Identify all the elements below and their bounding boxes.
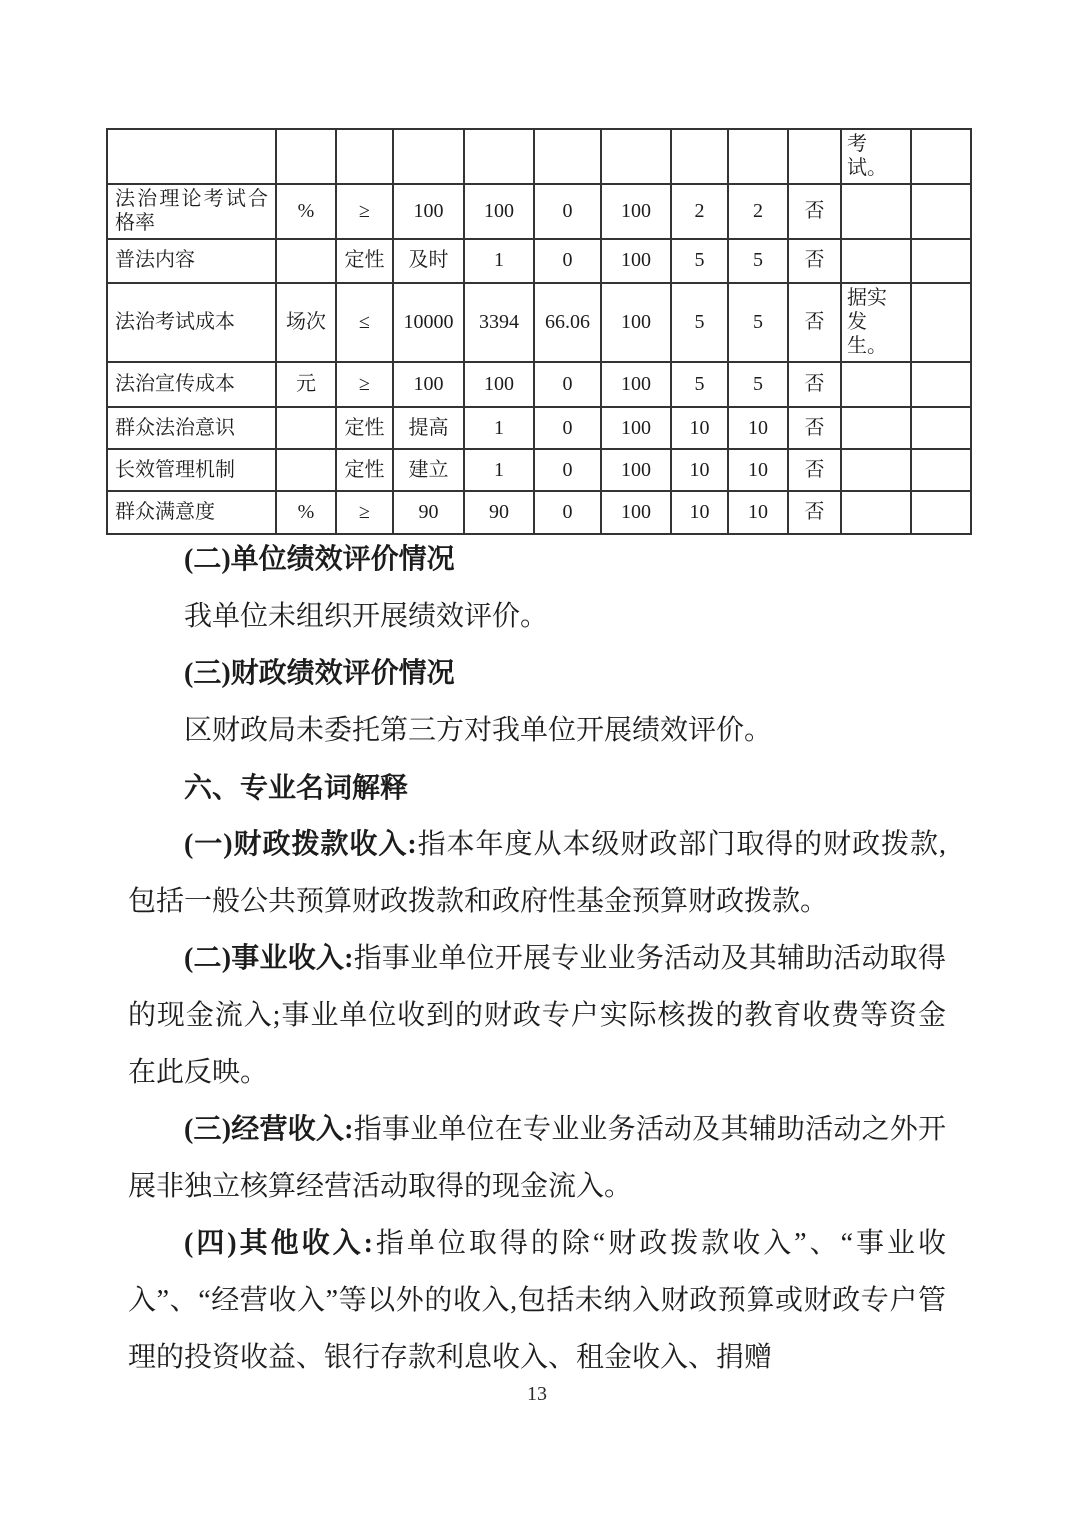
- table-cell: 90: [393, 491, 464, 534]
- note-cell: [841, 407, 911, 449]
- table-cell: 0: [534, 184, 601, 239]
- table-row: [107, 283, 971, 362]
- table-cell: [911, 362, 971, 407]
- table-cell: [464, 129, 534, 184]
- body-paragraph: 区财政局未委托第三方对我单位开展绩效评价。: [184, 715, 773, 746]
- table-row: [107, 129, 971, 184]
- table-row: [107, 362, 971, 407]
- table-cell: 10: [671, 491, 728, 534]
- table-cell: 1: [464, 449, 534, 491]
- table-cell: 5: [728, 283, 788, 362]
- table-cell: 0: [534, 491, 601, 534]
- indicator-name-cell: 长效管理机制: [107, 449, 276, 491]
- table-cell: 100: [601, 184, 671, 239]
- table-cell: 100: [464, 362, 534, 407]
- indicator-name-cell: 法治宣传成本: [107, 362, 276, 407]
- table-cell: 10: [728, 449, 788, 491]
- performance-indicator-table: [106, 128, 972, 535]
- term-lead: (四)其他收入:: [184, 1228, 373, 1259]
- section-heading: 六、专业名词解释: [184, 772, 409, 803]
- table-cell: 10: [728, 491, 788, 534]
- table-cell: 10: [671, 449, 728, 491]
- table-cell: 10: [671, 407, 728, 449]
- table-cell: [911, 449, 971, 491]
- table-cell: 100: [601, 449, 671, 491]
- table-cell: 10000: [393, 283, 464, 362]
- table-cell: 及时: [393, 239, 464, 283]
- indicator-name-cell: [107, 129, 276, 184]
- term-lead: (一)财政拨款收入:: [184, 829, 417, 860]
- body-paragraph: [128, 1101, 946, 1215]
- note-cell: [841, 449, 911, 491]
- table-cell: 0: [534, 449, 601, 491]
- term-definition: 指本年度从本级财政部门取得的财政拨款,包括一般公共预算财政拨款和政府性基金预算财政拨款。: [128, 829, 946, 917]
- table-cell: 建立: [393, 449, 464, 491]
- table-cell: 5: [671, 283, 728, 362]
- note-cell: [841, 184, 911, 239]
- table-cell: 2: [728, 184, 788, 239]
- indicator-name-cell: 群众法治意识: [107, 407, 276, 449]
- table-cell: [276, 449, 336, 491]
- body-paragraph: 我单位未组织开展绩效评价。: [184, 601, 549, 632]
- indicator-name-cell: 法治考试成本: [107, 283, 276, 362]
- table-row: [107, 239, 971, 283]
- table-cell: 100: [393, 184, 464, 239]
- body-paragraph: [128, 1215, 946, 1386]
- table-cell: 100: [601, 362, 671, 407]
- table-cell: 100: [464, 184, 534, 239]
- section-heading: (三)财政绩效评价情况: [184, 658, 455, 689]
- table-cell: %: [276, 491, 336, 534]
- table-cell: ≥: [336, 491, 393, 534]
- table-cell: 否: [788, 449, 841, 491]
- table-cell: 100: [393, 362, 464, 407]
- table-cell: %: [276, 184, 336, 239]
- body-paragraph: [128, 930, 946, 1101]
- table-cell: 否: [788, 407, 841, 449]
- table-cell: 0: [534, 362, 601, 407]
- table-cell: [276, 129, 336, 184]
- table-cell: 3394: [464, 283, 534, 362]
- indicator-name-cell: 普法内容: [107, 239, 276, 283]
- page-number: 13: [527, 1383, 547, 1405]
- table-cell: 否: [788, 491, 841, 534]
- table-cell: [911, 283, 971, 362]
- note-cell: [841, 362, 911, 407]
- table-cell: [671, 129, 728, 184]
- table-cell: [788, 129, 841, 184]
- table-cell: 否: [788, 239, 841, 283]
- indicator-name-cell: 法治理论考试合格率: [107, 184, 276, 239]
- table-cell: 5: [671, 239, 728, 283]
- table-cell: ≥: [336, 184, 393, 239]
- table-cell: 10: [728, 407, 788, 449]
- table-cell: 0: [534, 239, 601, 283]
- table-cell: ≤: [336, 283, 393, 362]
- table-cell: [336, 129, 393, 184]
- table-cell: 1: [464, 407, 534, 449]
- term-definition: 指事业单位开展专业业务活动及其辅助活动取得的现金流入;事业单位收到的财政专户实际核拨的教育收费等资金在此反映。: [128, 943, 946, 1088]
- note-cell: [841, 491, 911, 534]
- indicator-name-cell: 群众满意度: [107, 491, 276, 534]
- table-cell: 5: [671, 362, 728, 407]
- table-row: [107, 407, 971, 449]
- table-cell: 场次: [276, 283, 336, 362]
- table-cell: 提高: [393, 407, 464, 449]
- table-cell: 66.06: [534, 283, 601, 362]
- table-cell: [601, 129, 671, 184]
- table-cell: 定性: [336, 449, 393, 491]
- table-cell: [393, 129, 464, 184]
- table-cell: 100: [601, 283, 671, 362]
- table-cell: 100: [601, 491, 671, 534]
- table-cell: 2: [671, 184, 728, 239]
- document-text-block: [128, 531, 946, 1386]
- table-cell: [276, 239, 336, 283]
- table-cell: [911, 491, 971, 534]
- table-cell: [911, 407, 971, 449]
- section-heading: (二)单位绩效评价情况: [184, 544, 455, 575]
- table-cell: [911, 239, 971, 283]
- note-cell: 据实发生。: [841, 283, 911, 362]
- table-cell: 否: [788, 283, 841, 362]
- table-cell: [728, 129, 788, 184]
- term-lead: (三)经营收入:: [184, 1114, 354, 1145]
- table-cell: 100: [601, 239, 671, 283]
- note-cell: 考试。: [841, 129, 911, 184]
- body-paragraph: [128, 816, 946, 930]
- table-cell: 5: [728, 239, 788, 283]
- table-cell: [534, 129, 601, 184]
- table-cell: 1: [464, 239, 534, 283]
- term-lead: (二)事业收入:: [184, 943, 354, 974]
- table-row: [107, 449, 971, 491]
- term-definition: 指事业单位在专业业务活动及其辅助活动之外开展非独立核算经营活动取得的现金流入。: [128, 1114, 946, 1202]
- table-cell: 定性: [336, 407, 393, 449]
- note-cell: [841, 239, 911, 283]
- table-cell: 0: [534, 407, 601, 449]
- table-cell: [276, 407, 336, 449]
- table-row: [107, 184, 971, 239]
- table-row: [107, 491, 971, 534]
- table-cell: 5: [728, 362, 788, 407]
- table-cell: [911, 184, 971, 239]
- table-cell: 元: [276, 362, 336, 407]
- term-definition: 指单位取得的除“财政拨款收入”、“事业收入”、“经营收入”等以外的收入,包括未纳入财政预算或财政专户管理的投资收益、银行存款利息收入、租金收入、捐赠: [128, 1228, 946, 1373]
- table-cell: 90: [464, 491, 534, 534]
- table-cell: [911, 129, 971, 184]
- table-cell: 否: [788, 184, 841, 239]
- table-cell: 100: [601, 407, 671, 449]
- table-cell: 定性: [336, 239, 393, 283]
- table-cell: ≥: [336, 362, 393, 407]
- table-cell: 否: [788, 362, 841, 407]
